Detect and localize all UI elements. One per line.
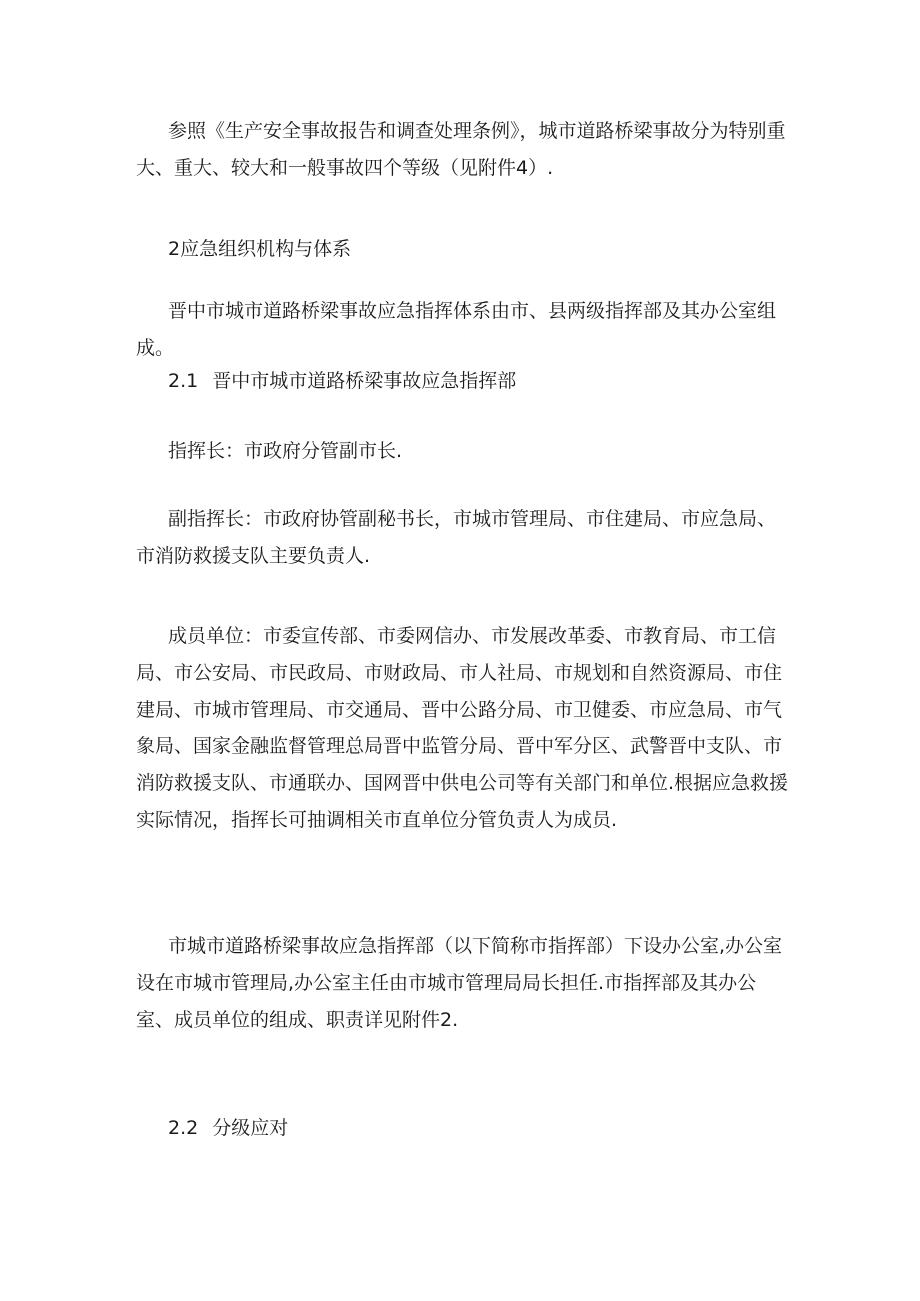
section-number: 2.1	[168, 370, 199, 392]
section-heading-2-1	[168, 363, 516, 400]
section-title: 分级应对	[212, 1117, 289, 1139]
paragraph-commander: 指挥长：市政府分管副市长.	[168, 440, 403, 462]
section-heading-2-2	[168, 1110, 288, 1147]
paragraph-accident-levels: 参照《生产安全事故报告和调查处理条例》，城市道路桥梁事故分为特别重大、重大、较大和一般事故四个等级（见附件4）.	[136, 120, 786, 179]
paragraph-command-system: 晋中市城市道路桥梁事故应急指挥体系由市、县两级指挥部及其办公室组成。	[136, 300, 777, 359]
section-number: 2.2	[168, 1117, 199, 1139]
paragraph-member-units: 成员单位：市委宣传部、市委网信办、市发展改革委、市教育局、市工信局、市公安局、市民政局、市财政局、市人社局、市规划和自然资源局、市住建局、市城市管理局、市交通局、晋中公路分局、市卫健委、市应急局、市气象局、国家金融监督管理总局晋中监管分局、晋中军分区、武警晋中支队、市消防救援支队、市通联办、国网晋中供电公司等有关部门和单位.根据应急救援实际情况，指挥长可抽调相关市直单位分管负责人为成员.	[136, 625, 789, 831]
section-title: 晋中市城市道路桥梁事故应急指挥部	[212, 370, 517, 392]
paragraph-deputy-commander: 副指挥长：市政府协管副秘书长，市城市管理局、市住建局、市应急局、市消防救援支队主要负责人.	[136, 508, 777, 567]
paragraph-office: 市城市道路桥梁事故应急指挥部（以下简称市指挥部）下设办公室,办公室设在市城市管理局,办公室主任由市城市管理局局长担任.市指挥部及其办公室、成员单位的组成、职责详见附件2.	[136, 935, 783, 1031]
section-heading-2: 2应急组织机构与体系	[168, 238, 352, 260]
